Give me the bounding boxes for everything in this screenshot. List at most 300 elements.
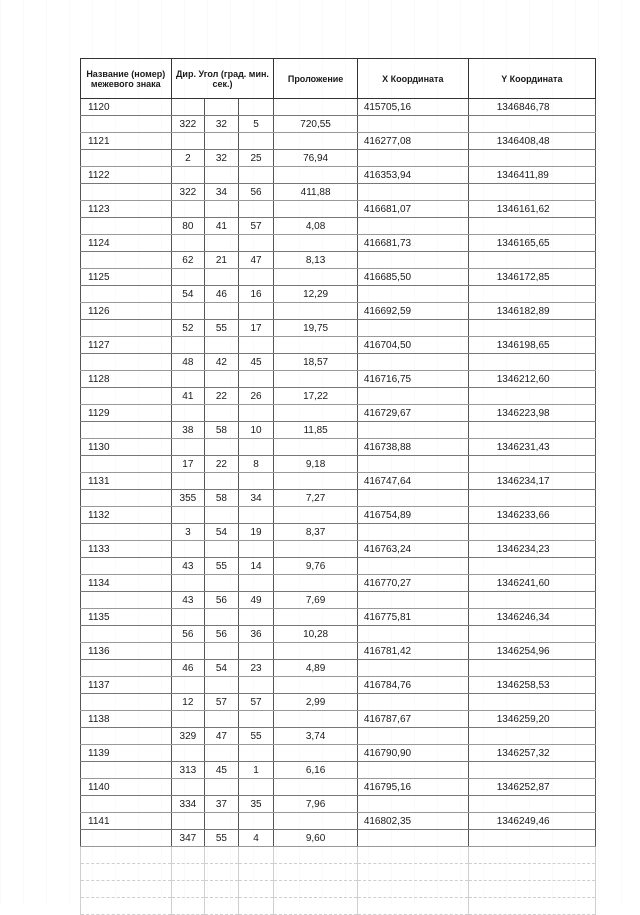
- empty-sec: [238, 371, 274, 388]
- segment-sec: 17: [238, 320, 274, 337]
- empty-x: [357, 388, 468, 405]
- table-row-point: [81, 609, 596, 626]
- empty-min: [205, 575, 239, 592]
- empty-min: [205, 371, 239, 388]
- empty-y: [468, 490, 595, 507]
- point-y: 1346252,87: [468, 779, 595, 796]
- empty-x: [357, 830, 468, 847]
- segment-min: 56: [205, 592, 239, 609]
- empty-length: [274, 677, 357, 694]
- segment-length: 9,76: [274, 558, 357, 575]
- empty-length: [274, 167, 357, 184]
- empty-name: [81, 456, 172, 473]
- empty-length: [274, 133, 357, 150]
- empty-deg: [171, 439, 205, 456]
- segment-min: 47: [205, 728, 239, 745]
- empty-deg: [171, 167, 205, 184]
- segment-sec: 36: [238, 626, 274, 643]
- segment-deg: 334: [171, 796, 205, 813]
- empty-sec: [238, 337, 274, 354]
- faint-ghost-row: [81, 898, 596, 915]
- table-row-segment: [81, 388, 596, 405]
- empty-name: [81, 354, 172, 371]
- segment-length: 2,99: [274, 694, 357, 711]
- empty-name: [81, 626, 172, 643]
- segment-deg: 38: [171, 422, 205, 439]
- segment-length: 8,37: [274, 524, 357, 541]
- segment-min: 34: [205, 184, 239, 201]
- segment-min: 22: [205, 456, 239, 473]
- empty-sec: [238, 167, 274, 184]
- empty-y: [468, 762, 595, 779]
- point-name: 1141: [81, 813, 172, 830]
- empty-name: [81, 184, 172, 201]
- empty-sec: [238, 269, 274, 286]
- table-row-segment: [81, 252, 596, 269]
- empty-length: [274, 745, 357, 762]
- table-row-segment: [81, 830, 596, 847]
- segment-sec: 35: [238, 796, 274, 813]
- empty-x: [357, 660, 468, 677]
- segment-length: 76,94: [274, 150, 357, 167]
- empty-sec: [238, 575, 274, 592]
- faint-ghost-cell: [238, 864, 274, 881]
- empty-deg: [171, 303, 205, 320]
- faint-ghost-cell: [205, 881, 239, 898]
- empty-x: [357, 762, 468, 779]
- table-row-point: [81, 745, 596, 762]
- faint-ghost-row: [81, 847, 596, 864]
- empty-length: [274, 473, 357, 490]
- table-row-segment: [81, 184, 596, 201]
- point-y: 1346223,98: [468, 405, 595, 422]
- empty-length: [274, 99, 357, 116]
- empty-sec: [238, 677, 274, 694]
- point-y: 1346241,60: [468, 575, 595, 592]
- empty-length: [274, 541, 357, 558]
- point-y: 1346408,48: [468, 133, 595, 150]
- empty-length: [274, 439, 357, 456]
- empty-deg: [171, 643, 205, 660]
- table-row-segment: [81, 762, 596, 779]
- empty-length: [274, 609, 357, 626]
- empty-name: [81, 592, 172, 609]
- segment-deg: 3: [171, 524, 205, 541]
- empty-sec: [238, 745, 274, 762]
- point-name: 1123: [81, 201, 172, 218]
- empty-deg: [171, 269, 205, 286]
- table-row-segment: [81, 218, 596, 235]
- table-row-point: [81, 711, 596, 728]
- empty-deg: [171, 745, 205, 762]
- point-x: 416795,16: [357, 779, 468, 796]
- table-row-point: [81, 405, 596, 422]
- empty-sec: [238, 541, 274, 558]
- segment-length: 9,60: [274, 830, 357, 847]
- empty-y: [468, 694, 595, 711]
- table-row-segment: [81, 592, 596, 609]
- segment-min: 32: [205, 116, 239, 133]
- empty-y: [468, 286, 595, 303]
- faint-ghost-row: [81, 881, 596, 898]
- segment-length: 10,28: [274, 626, 357, 643]
- segment-min: 21: [205, 252, 239, 269]
- empty-y: [468, 524, 595, 541]
- segment-length: 6,16: [274, 762, 357, 779]
- empty-sec: [238, 303, 274, 320]
- faint-ghost-cell: [274, 881, 357, 898]
- table-row-point: [81, 541, 596, 558]
- segment-deg: 43: [171, 592, 205, 609]
- empty-length: [274, 575, 357, 592]
- table-row-point: [81, 235, 596, 252]
- segment-deg: 43: [171, 558, 205, 575]
- empty-deg: [171, 677, 205, 694]
- empty-length: [274, 507, 357, 524]
- faint-ghost-cell: [81, 864, 172, 881]
- empty-name: [81, 762, 172, 779]
- empty-name: [81, 116, 172, 133]
- segment-sec: 49: [238, 592, 274, 609]
- empty-name: [81, 320, 172, 337]
- segment-sec: 1: [238, 762, 274, 779]
- empty-deg: [171, 99, 205, 116]
- faint-ghost-cell: [205, 847, 239, 864]
- empty-name: [81, 558, 172, 575]
- header-name: Название (номер) межевого знака: [81, 59, 172, 99]
- empty-min: [205, 167, 239, 184]
- point-x: 416784,76: [357, 677, 468, 694]
- empty-sec: [238, 133, 274, 150]
- segment-sec: 10: [238, 422, 274, 439]
- point-x: 416775,81: [357, 609, 468, 626]
- table-row-segment: [81, 354, 596, 371]
- segment-length: 8,13: [274, 252, 357, 269]
- table-row-point: [81, 677, 596, 694]
- point-x: 416692,59: [357, 303, 468, 320]
- segment-deg: 17: [171, 456, 205, 473]
- empty-y: [468, 116, 595, 133]
- empty-name: [81, 490, 172, 507]
- faint-ghost-cell: [357, 864, 468, 881]
- segment-length: 18,57: [274, 354, 357, 371]
- empty-min: [205, 813, 239, 830]
- point-y: 1346846,78: [468, 99, 595, 116]
- point-y: 1346411,89: [468, 167, 595, 184]
- empty-min: [205, 303, 239, 320]
- empty-deg: [171, 235, 205, 252]
- segment-sec: 19: [238, 524, 274, 541]
- table-row-point: [81, 813, 596, 830]
- table-row-segment: [81, 728, 596, 745]
- empty-name: [81, 422, 172, 439]
- empty-min: [205, 643, 239, 660]
- segment-deg: 355: [171, 490, 205, 507]
- segment-deg: 52: [171, 320, 205, 337]
- segment-sec: 14: [238, 558, 274, 575]
- empty-y: [468, 558, 595, 575]
- segment-sec: 25: [238, 150, 274, 167]
- empty-length: [274, 711, 357, 728]
- empty-name: [81, 694, 172, 711]
- empty-length: [274, 269, 357, 286]
- segment-min: 46: [205, 286, 239, 303]
- empty-sec: [238, 439, 274, 456]
- point-x: 416277,08: [357, 133, 468, 150]
- segment-min: 45: [205, 762, 239, 779]
- empty-min: [205, 439, 239, 456]
- empty-length: [274, 371, 357, 388]
- point-y: 1346231,43: [468, 439, 595, 456]
- segment-sec: 34: [238, 490, 274, 507]
- empty-deg: [171, 133, 205, 150]
- table-row-point: [81, 269, 596, 286]
- faint-ghost-cell: [468, 864, 595, 881]
- empty-x: [357, 150, 468, 167]
- segment-sec: 5: [238, 116, 274, 133]
- segment-deg: 80: [171, 218, 205, 235]
- table-row-segment: [81, 660, 596, 677]
- point-name: 1127: [81, 337, 172, 354]
- empty-length: [274, 643, 357, 660]
- empty-name: [81, 660, 172, 677]
- point-x: 416685,50: [357, 269, 468, 286]
- segment-min: 42: [205, 354, 239, 371]
- segment-min: 58: [205, 490, 239, 507]
- empty-x: [357, 286, 468, 303]
- segment-length: 17,22: [274, 388, 357, 405]
- point-name: 1128: [81, 371, 172, 388]
- segment-min: 55: [205, 830, 239, 847]
- faint-ghost-cell: [468, 847, 595, 864]
- empty-x: [357, 524, 468, 541]
- empty-sec: [238, 99, 274, 116]
- faint-ghost-cell: [81, 847, 172, 864]
- empty-deg: [171, 337, 205, 354]
- segment-sec: 57: [238, 694, 274, 711]
- table-row-segment: [81, 422, 596, 439]
- faint-ghost-cell: [357, 898, 468, 915]
- segment-deg: 329: [171, 728, 205, 745]
- segment-sec: 26: [238, 388, 274, 405]
- faint-ghost-cell: [274, 898, 357, 915]
- empty-length: [274, 201, 357, 218]
- segment-min: 22: [205, 388, 239, 405]
- segment-sec: 45: [238, 354, 274, 371]
- point-y: 1346212,60: [468, 371, 595, 388]
- faint-ghost-cell: [171, 864, 205, 881]
- empty-x: [357, 422, 468, 439]
- point-y: 1346172,85: [468, 269, 595, 286]
- table-row-point: [81, 303, 596, 320]
- empty-length: [274, 405, 357, 422]
- segment-min: 55: [205, 320, 239, 337]
- empty-sec: [238, 235, 274, 252]
- segment-deg: 46: [171, 660, 205, 677]
- empty-min: [205, 99, 239, 116]
- table-row-point: [81, 643, 596, 660]
- segment-sec: 23: [238, 660, 274, 677]
- empty-y: [468, 150, 595, 167]
- empty-x: [357, 490, 468, 507]
- empty-sec: [238, 201, 274, 218]
- point-name: 1131: [81, 473, 172, 490]
- empty-y: [468, 354, 595, 371]
- empty-x: [357, 218, 468, 235]
- faint-ghost-cell: [238, 881, 274, 898]
- segment-sec: 16: [238, 286, 274, 303]
- faint-ghost-cell: [468, 881, 595, 898]
- table-row-segment: [81, 524, 596, 541]
- point-y: 1346165,65: [468, 235, 595, 252]
- segment-deg: 41: [171, 388, 205, 405]
- segment-length: 19,75: [274, 320, 357, 337]
- faint-ghost-cell: [468, 898, 595, 915]
- empty-min: [205, 541, 239, 558]
- table-row-segment: [81, 558, 596, 575]
- empty-y: [468, 626, 595, 643]
- segment-sec: 56: [238, 184, 274, 201]
- empty-y: [468, 830, 595, 847]
- segment-sec: 57: [238, 218, 274, 235]
- empty-y: [468, 728, 595, 745]
- header-x: X Координата: [357, 59, 468, 99]
- empty-deg: [171, 541, 205, 558]
- empty-x: [357, 626, 468, 643]
- faint-ghost-cell: [274, 847, 357, 864]
- segment-min: 55: [205, 558, 239, 575]
- empty-min: [205, 337, 239, 354]
- empty-min: [205, 677, 239, 694]
- point-x: 416681,73: [357, 235, 468, 252]
- point-name: 1126: [81, 303, 172, 320]
- empty-x: [357, 456, 468, 473]
- point-x: 416754,89: [357, 507, 468, 524]
- table-row-segment: [81, 116, 596, 133]
- empty-min: [205, 405, 239, 422]
- segment-min: 41: [205, 218, 239, 235]
- empty-x: [357, 694, 468, 711]
- segment-sec: 4: [238, 830, 274, 847]
- table-row-point: [81, 779, 596, 796]
- empty-min: [205, 745, 239, 762]
- table-row-point: [81, 201, 596, 218]
- faint-ghost-cell: [171, 847, 205, 864]
- empty-min: [205, 269, 239, 286]
- point-x: 415705,16: [357, 99, 468, 116]
- segment-min: 54: [205, 660, 239, 677]
- table-row-point: [81, 371, 596, 388]
- empty-length: [274, 337, 357, 354]
- empty-min: [205, 235, 239, 252]
- empty-sec: [238, 609, 274, 626]
- empty-sec: [238, 711, 274, 728]
- point-x: 416790,90: [357, 745, 468, 762]
- table-row-point: [81, 167, 596, 184]
- empty-sec: [238, 779, 274, 796]
- faint-ghost-cell: [238, 898, 274, 915]
- point-y: 1346254,96: [468, 643, 595, 660]
- empty-name: [81, 252, 172, 269]
- segment-min: 58: [205, 422, 239, 439]
- empty-y: [468, 796, 595, 813]
- faint-ghost-cell: [171, 881, 205, 898]
- empty-x: [357, 320, 468, 337]
- empty-x: [357, 558, 468, 575]
- point-y: 1346182,89: [468, 303, 595, 320]
- empty-deg: [171, 575, 205, 592]
- segment-min: 57: [205, 694, 239, 711]
- segment-length: 7,69: [274, 592, 357, 609]
- empty-min: [205, 201, 239, 218]
- point-x: 416738,88: [357, 439, 468, 456]
- point-x: 416770,27: [357, 575, 468, 592]
- point-name: 1121: [81, 133, 172, 150]
- table-row-point: [81, 337, 596, 354]
- point-name: 1140: [81, 779, 172, 796]
- table-row-segment: [81, 320, 596, 337]
- table-row-segment: [81, 456, 596, 473]
- segment-deg: 2: [171, 150, 205, 167]
- point-name: 1134: [81, 575, 172, 592]
- empty-name: [81, 796, 172, 813]
- faint-ghost-cell: [238, 847, 274, 864]
- empty-min: [205, 133, 239, 150]
- segment-length: 7,96: [274, 796, 357, 813]
- segment-min: 56: [205, 626, 239, 643]
- point-x: 416353,94: [357, 167, 468, 184]
- segment-deg: 48: [171, 354, 205, 371]
- empty-length: [274, 303, 357, 320]
- empty-sec: [238, 643, 274, 660]
- point-name: 1120: [81, 99, 172, 116]
- segment-length: 9,18: [274, 456, 357, 473]
- table-row-segment: [81, 286, 596, 303]
- empty-deg: [171, 371, 205, 388]
- point-y: 1346249,46: [468, 813, 595, 830]
- segment-min: 32: [205, 150, 239, 167]
- segment-length: 4,08: [274, 218, 357, 235]
- empty-length: [274, 779, 357, 796]
- empty-min: [205, 507, 239, 524]
- faint-ghost-cell: [81, 898, 172, 915]
- empty-deg: [171, 609, 205, 626]
- empty-y: [468, 456, 595, 473]
- point-x: 416781,42: [357, 643, 468, 660]
- segment-length: 12,29: [274, 286, 357, 303]
- empty-min: [205, 779, 239, 796]
- header-angle: Дир. Угол (град. мин. сек.): [171, 59, 274, 99]
- empty-min: [205, 711, 239, 728]
- faint-ghost-row: [81, 864, 596, 881]
- empty-sec: [238, 813, 274, 830]
- table-row-point: [81, 439, 596, 456]
- empty-x: [357, 184, 468, 201]
- empty-y: [468, 320, 595, 337]
- segment-sec: 55: [238, 728, 274, 745]
- segment-deg: 54: [171, 286, 205, 303]
- segment-deg: 347: [171, 830, 205, 847]
- point-x: 416802,35: [357, 813, 468, 830]
- empty-sec: [238, 507, 274, 524]
- segment-deg: 313: [171, 762, 205, 779]
- segment-min: 54: [205, 524, 239, 541]
- table-row-segment: [81, 626, 596, 643]
- segment-length: 4,89: [274, 660, 357, 677]
- point-y: 1346259,20: [468, 711, 595, 728]
- empty-y: [468, 388, 595, 405]
- empty-deg: [171, 201, 205, 218]
